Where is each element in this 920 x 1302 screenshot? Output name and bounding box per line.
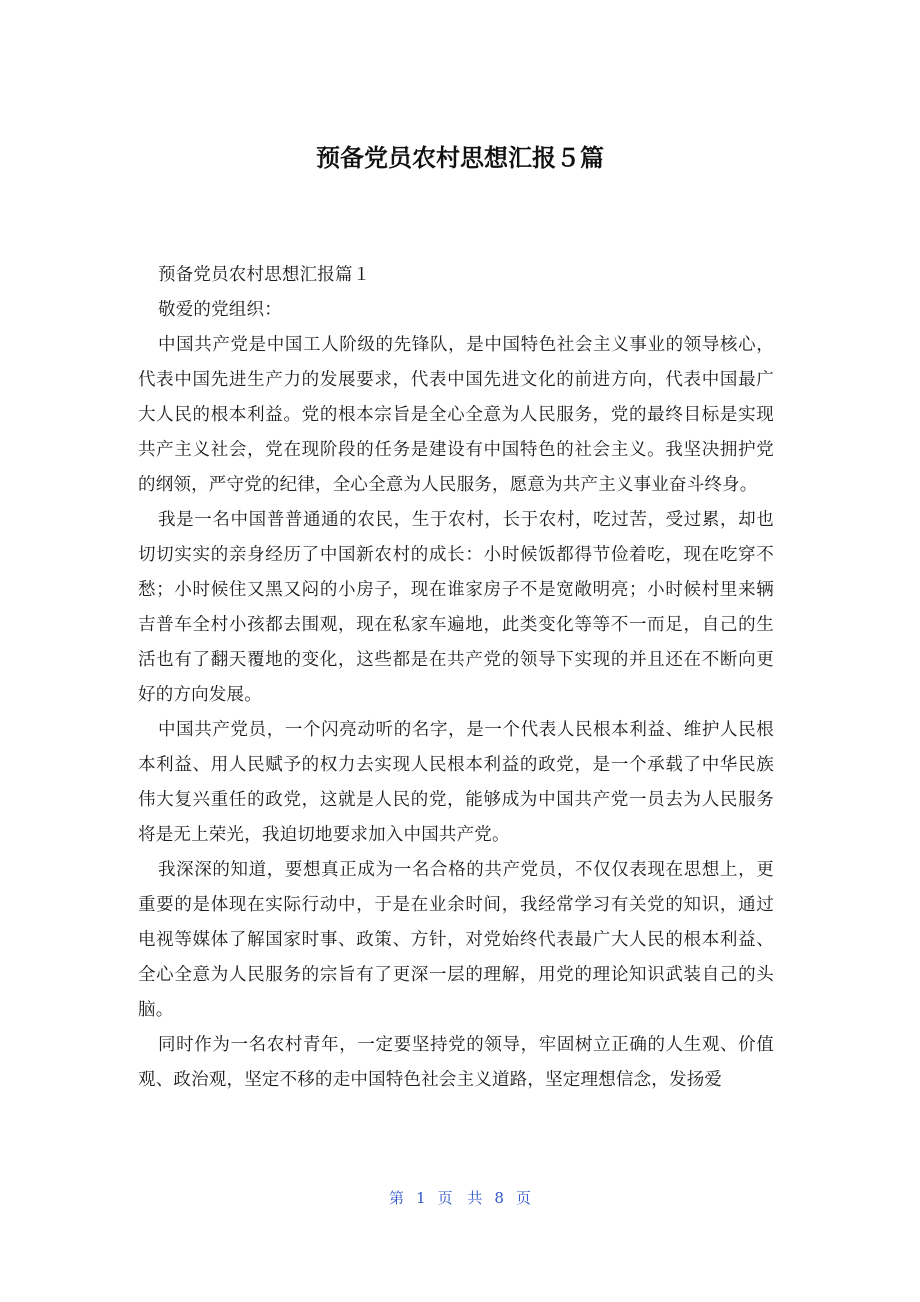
body-paragraph: 我深深的知道，要想真正成为一名合格的共产党员，不仅仅表现在思想上，更重要的是体现在实际行动中，于是在业余时间，我经常学习有关党的知识，通过电视等媒体了解国家时事、政策、方针，对党始终代表最广大人民的根本利益、全心全意为人民服务的宗旨有了更深一层的理解，用党的理论知识武装自己的头脑。 (138, 860, 774, 1020)
body-paragraph: 我是一名中国普普通通的农民，生于农村，长于农村，吃过苦，受过累，却也切切实实的亲身经历了中国新农村的成长：小时候饭都得节俭着吃，现在吃穿不愁；小时候住又黑又闷的小房子，现在谁家房子不是宽敞明亮；小时候村里来辆吉普车全村小孩都去围观，现在私家车遍地，此类变化等等不一而足，自己的生活也有了翻天覆地的变化，这些都是在共产党的领导下实现的并且还在不断向更好的方向发展。 (138, 510, 774, 705)
salutation: 敬爱的党组织： (158, 300, 282, 320)
document-title: 预备党员农村思想汇报５篇 (316, 144, 604, 172)
body-paragraph: 同时作为一名农村青年，一定要坚持党的领导，牢固树立正确的人生观、价值观、政治观，坚定不移的走中国特色社会主义道路，坚定理想信念，发扬爱 (138, 1035, 774, 1090)
footer-prefix: 第 (389, 1189, 405, 1207)
document-body (138, 258, 774, 1098)
page-footer (0, 1186, 920, 1210)
body-paragraph: 中国共产党员，一个闪亮动听的名字，是一个代表人民根本利益、维护人民根本利益、用人民赋予的权力去实现人民根本利益的政党，是一个承载了中华民族伟大复兴重任的政党，这就是人民的党，能够成为中国共产党一员去为人民服务将是无上荣光，我迫切地要求加入中国共产党。 (138, 720, 774, 845)
footer-total-pages: 8 (494, 1189, 504, 1207)
footer-middle: 页 共 (437, 1189, 483, 1207)
footer-suffix: 页 (515, 1189, 531, 1207)
body-paragraph: 中国共产党是中国工人阶级的先锋队，是中国特色社会主义事业的领导核心，代表中国先进生产力的发展要求，代表中国先进文化的前进方向，代表中国最广大人民的根本利益。党的根本宗旨是全心全意为人民服务，党的最终目标是实现共产主义社会，党在现阶段的任务是建设有中国特色的社会主义。我坚决拥护党的纲领，严守党的纪律，全心全意为人民服务，愿意为共产主义事业奋斗终身。 (138, 335, 774, 495)
footer-page-number: 1 (416, 1189, 426, 1207)
section-heading: 预备党员农村思想汇报篇１ (158, 265, 371, 285)
